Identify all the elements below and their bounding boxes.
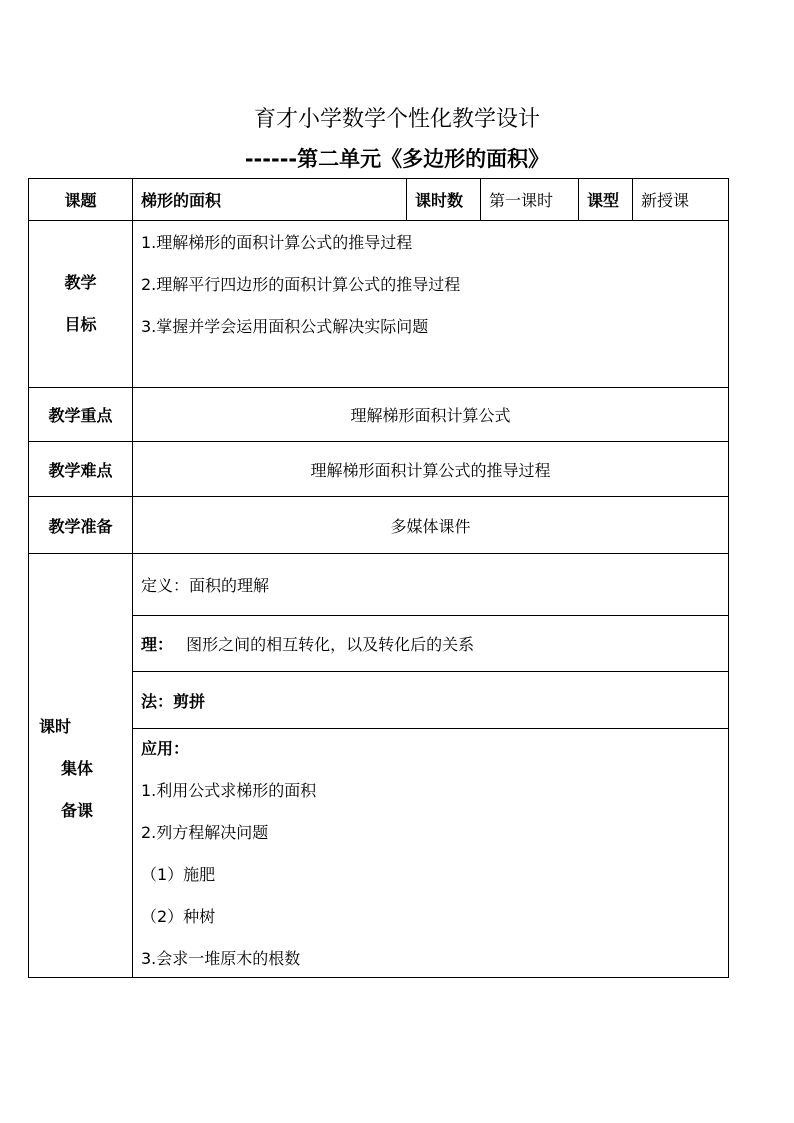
difficulty-value: 理解梯形面积计算公式的推导过程 bbox=[133, 442, 729, 497]
application-item: 1.利用公式求梯形的面积 bbox=[141, 781, 317, 800]
difficulty-label: 教学难点 bbox=[29, 442, 133, 497]
method-text: 法：剪拼 bbox=[133, 672, 729, 729]
principle-label: 理： bbox=[141, 635, 174, 654]
principle-cell bbox=[133, 616, 729, 672]
goals-label: 教学 目标 bbox=[29, 221, 133, 388]
periods-value: 第一课时 bbox=[481, 179, 579, 221]
table-row-goals bbox=[29, 221, 729, 388]
table-row-principle bbox=[29, 616, 729, 672]
table-row-application bbox=[29, 729, 729, 978]
lesson-label: 课时 集体 备课 bbox=[29, 554, 133, 978]
principle-text: 图形之间的相互转化，以及转化后的关系 bbox=[186, 635, 475, 654]
preparation-label: 教学准备 bbox=[29, 497, 133, 554]
application-label: 应用： bbox=[141, 739, 190, 758]
document-title: 育才小学数学个性化教学设计 bbox=[253, 107, 540, 132]
application-item: （1）施肥 bbox=[141, 865, 216, 884]
table-row-topic bbox=[29, 179, 729, 221]
goal-item: 3.掌握并学会运用面积公式解决实际问题 bbox=[141, 317, 429, 336]
application-list bbox=[133, 729, 729, 978]
table-row-key-point bbox=[29, 388, 729, 442]
document-subtitle: ------第二单元《多边形的面积》 bbox=[244, 147, 550, 171]
lesson-plan-table bbox=[28, 178, 729, 978]
table-row-method bbox=[29, 672, 729, 729]
key-point-label: 教学重点 bbox=[29, 388, 133, 442]
topic-label: 课题 bbox=[29, 179, 133, 221]
table-row-definition bbox=[29, 554, 729, 616]
application-item: 3.会求一堆原木的根数 bbox=[141, 949, 301, 968]
definition-text: 定义：面积的理解 bbox=[133, 554, 729, 616]
application-item: 2.列方程解决问题 bbox=[141, 823, 269, 842]
type-label: 课型 bbox=[579, 179, 633, 221]
goals-list bbox=[133, 221, 729, 388]
table-row-preparation bbox=[29, 497, 729, 554]
goal-item: 2.理解平行四边形的面积计算公式的推导过程 bbox=[141, 275, 461, 294]
application-item: （2）种树 bbox=[141, 907, 216, 926]
key-point-value: 理解梯形面积计算公式 bbox=[133, 388, 729, 442]
goal-item: 1.理解梯形的面积计算公式的推导过程 bbox=[141, 233, 413, 252]
table-row-difficulty bbox=[29, 442, 729, 497]
topic-value: 梯形的面积 bbox=[133, 179, 407, 221]
type-value: 新授课 bbox=[633, 179, 729, 221]
preparation-value: 多媒体课件 bbox=[133, 497, 729, 554]
periods-label: 课时数 bbox=[407, 179, 481, 221]
